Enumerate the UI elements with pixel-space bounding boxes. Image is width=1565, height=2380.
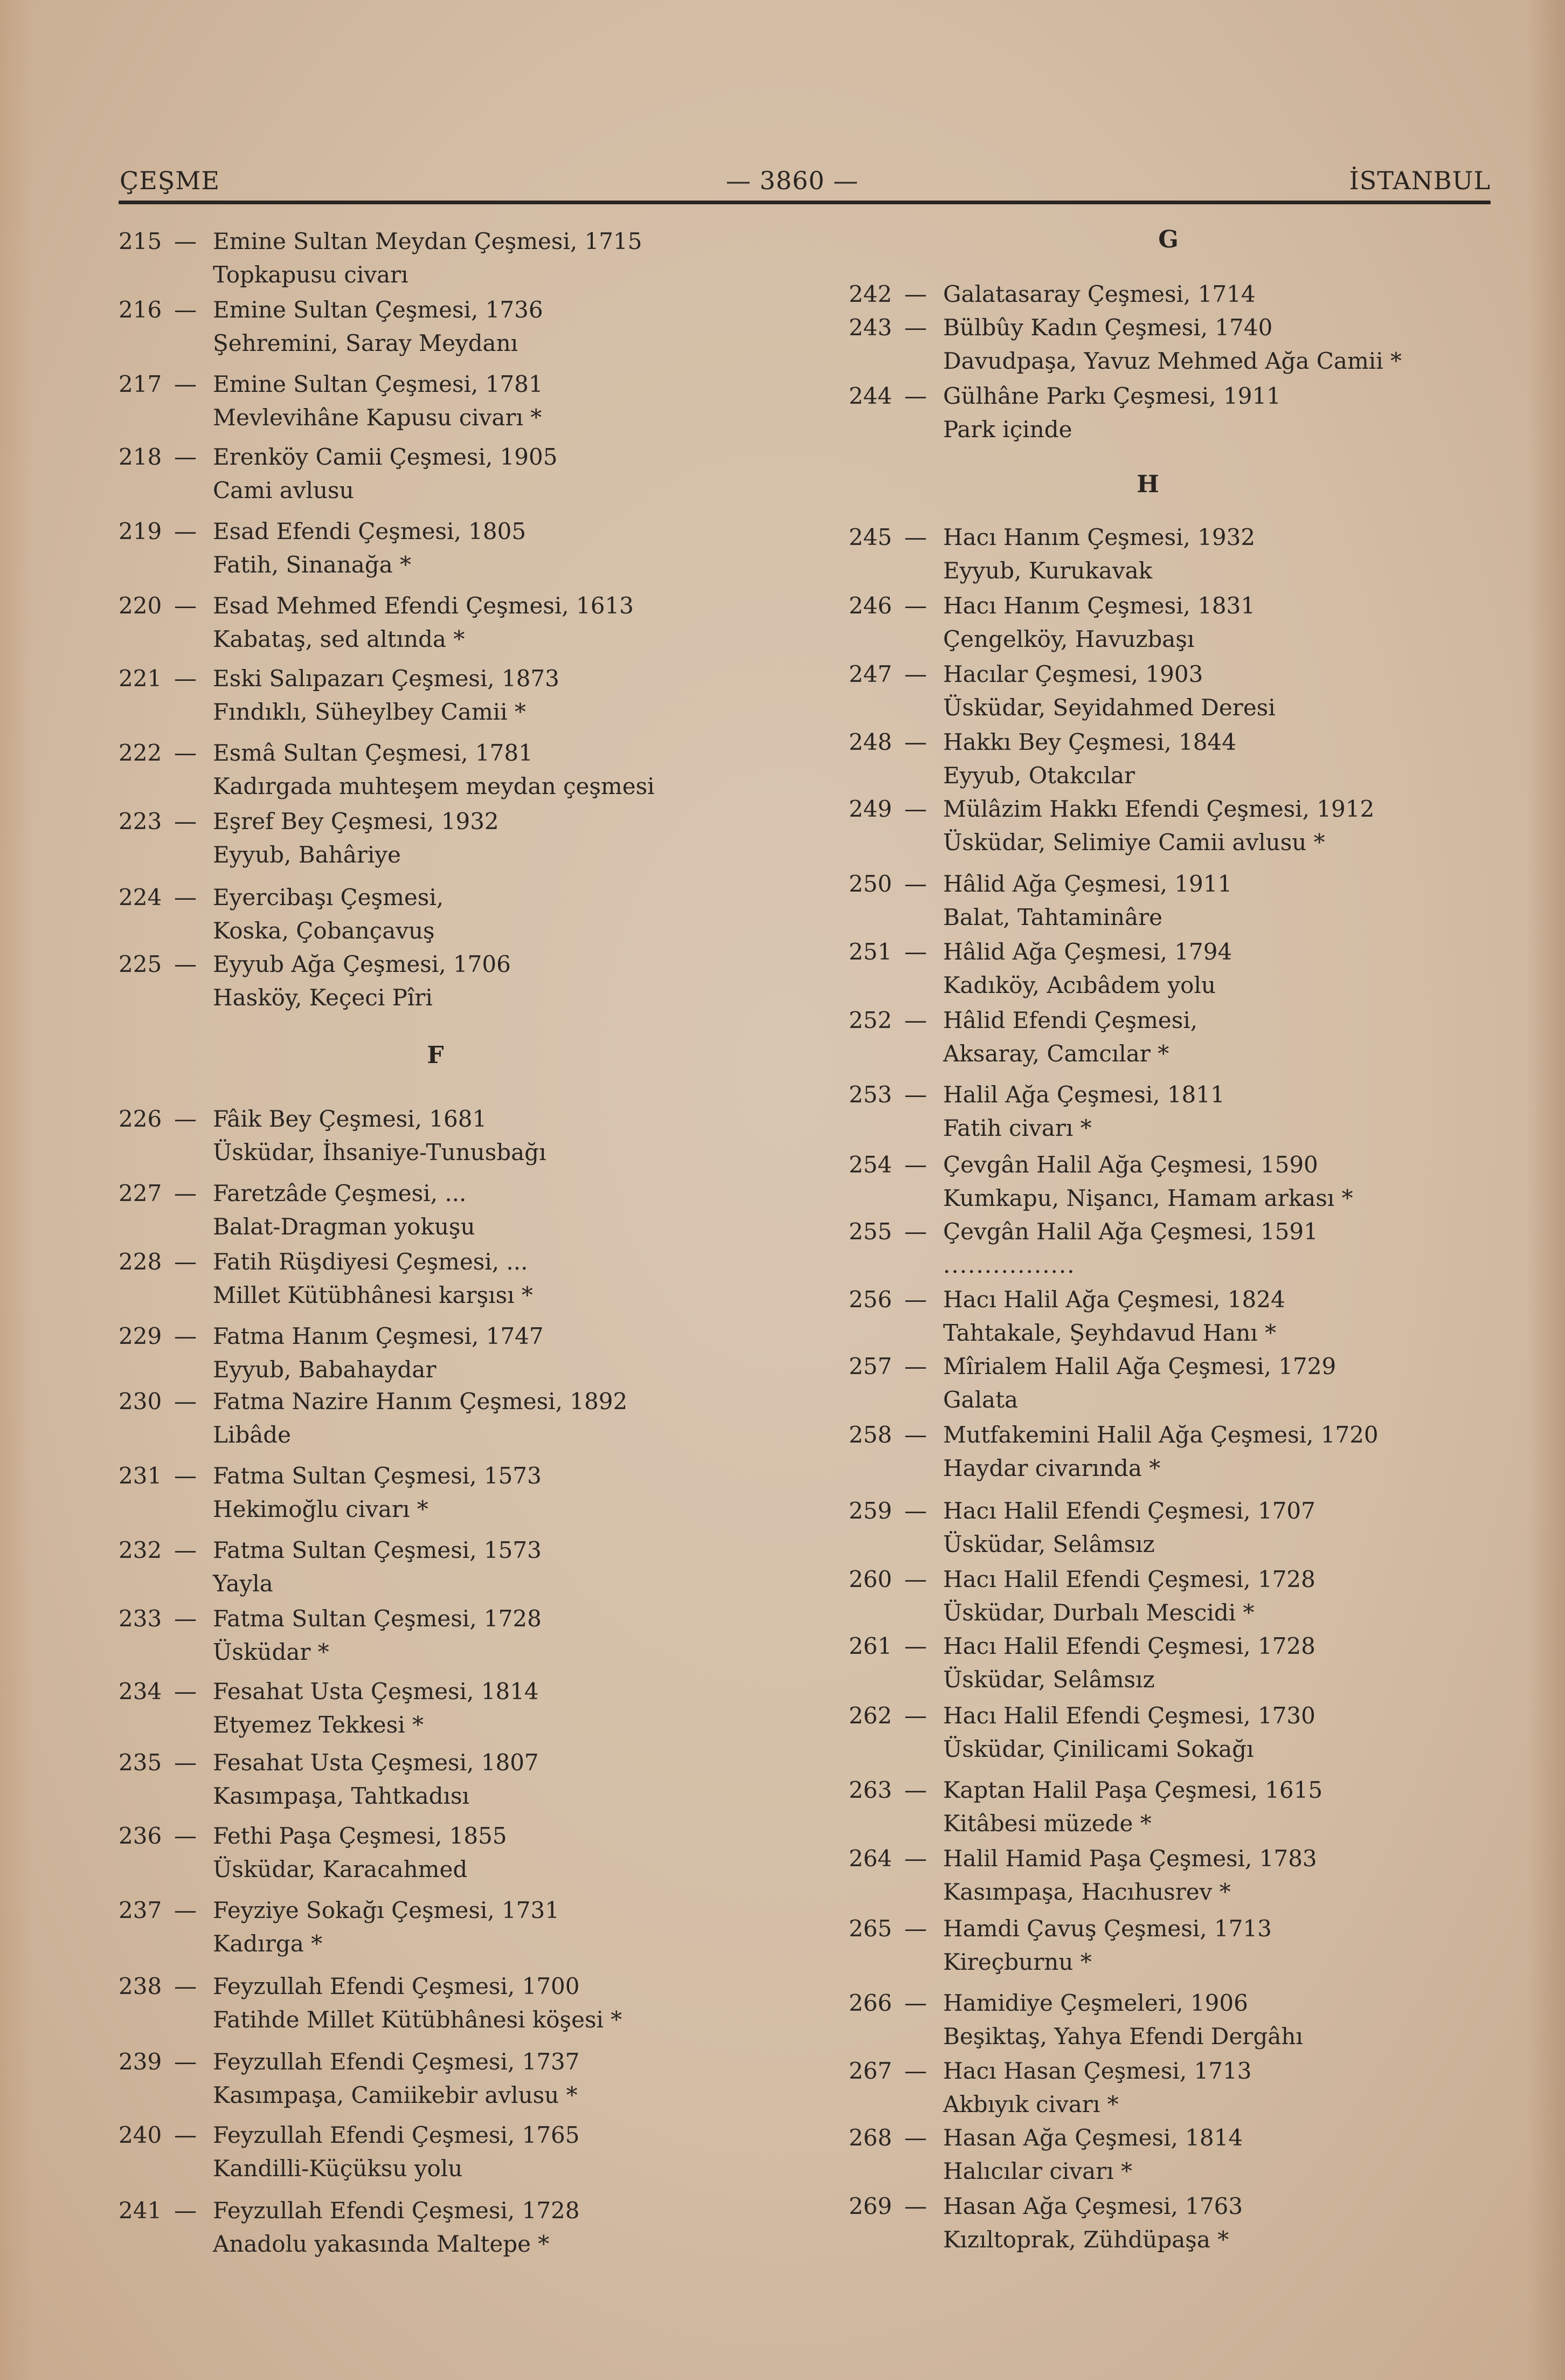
entry-location: Koska, Çobançavuş xyxy=(213,917,435,944)
entry-dash: — xyxy=(174,1248,197,1275)
entry-location: Anadolu yakasında Maltepe * xyxy=(213,2231,550,2257)
entry-title: Hacı Halil Efendi Çeşmesi, 1730 xyxy=(943,1702,1315,1729)
entry-dash: — xyxy=(904,1845,927,1872)
entry-dash: — xyxy=(904,524,927,550)
entry-number: 260 xyxy=(849,1566,892,1592)
entry-dash: — xyxy=(174,1180,197,1206)
entry-title: Mutfakemini Halil Ağa Çeşmesi, 1720 xyxy=(943,1422,1379,1448)
entry-location: Mevlevihâne Kapusu civarı * xyxy=(213,404,542,431)
entry-dash: — xyxy=(174,951,197,977)
entry-location: Hekimoğlu civarı * xyxy=(213,1496,428,1522)
entry-number: 235 xyxy=(119,1749,162,1776)
entry-title: Hakkı Bey Çeşmesi, 1844 xyxy=(943,729,1236,755)
entry-location: Kireçburnu * xyxy=(943,1949,1092,1975)
entry-title: Hacı Halil Ağa Çeşmesi, 1824 xyxy=(943,1286,1285,1313)
entry-location: Kadırga * xyxy=(213,1930,323,1957)
entry-number: 241 xyxy=(119,2197,162,2224)
entry-location: Haydar civarında * xyxy=(943,1455,1161,1481)
entry-location: Fatih, Sinanağa * xyxy=(213,551,412,578)
entry-title: Feyzullah Efendi Çeşmesi, 1737 xyxy=(213,2048,580,2075)
entry-number: 252 xyxy=(849,1007,892,1033)
entry-location: Balat-Dragman yokuşu xyxy=(213,1213,475,1240)
entry-number: 248 xyxy=(849,729,892,755)
entry-location: Kadırgada muhteşem meydan çeşmesi xyxy=(213,773,655,799)
entry-location: Üsküdar, Selâmsız xyxy=(943,1531,1155,1557)
entry-number: 237 xyxy=(119,1897,162,1923)
entry-location: Kızıltoprak, Zühdüpaşa * xyxy=(943,2226,1229,2253)
entry-dash: — xyxy=(904,1007,927,1033)
header-rule xyxy=(119,201,1491,204)
entry-location: Kandilli-Küçüksu yolu xyxy=(213,2155,463,2182)
entry-number: 231 xyxy=(119,1463,162,1489)
entry-number: 263 xyxy=(849,1777,892,1803)
entry-number: 251 xyxy=(849,939,892,965)
entry-title: Gülhâne Parkı Çeşmesi, 1911 xyxy=(943,383,1281,409)
entry-title: Emine Sultan Meydan Çeşmesi, 1715 xyxy=(213,228,642,254)
entry-location: Eyyub, Otakcılar xyxy=(943,762,1135,789)
entry-dash: — xyxy=(904,796,927,822)
entry-dash: — xyxy=(904,1990,927,2016)
entry-title: Hamdi Çavuş Çeşmesi, 1713 xyxy=(943,1915,1272,1942)
entry-number: 229 xyxy=(119,1323,162,1349)
entry-number: 217 xyxy=(119,371,162,397)
page-edge-shadow-right xyxy=(1527,0,1565,2380)
entry-dash: — xyxy=(174,740,197,766)
entry-dash: — xyxy=(904,1422,927,1448)
entry-number: 234 xyxy=(119,1678,162,1705)
entry-number: 244 xyxy=(849,383,892,409)
entry-location: Üsküdar * xyxy=(213,1639,329,1665)
entry-dash: — xyxy=(174,665,197,692)
entry-number: 258 xyxy=(849,1422,892,1448)
page-edge-shadow-left xyxy=(0,0,32,2380)
entry-location: Kabataş, sed altında * xyxy=(213,626,465,652)
entry-location: Üsküdar, Selimiye Camii avlusu * xyxy=(943,829,1325,856)
entry-dash: — xyxy=(174,808,197,834)
entry-title: Eski Salıpazarı Çeşmesi, 1873 xyxy=(213,665,559,692)
entry-dash: — xyxy=(904,1353,927,1379)
entry-number: 238 xyxy=(119,1973,162,1999)
entry-dash: — xyxy=(174,444,197,470)
entry-title: Fatma Hanım Çeşmesi, 1747 xyxy=(213,1323,544,1349)
entry-dash: — xyxy=(904,1286,927,1313)
entry-location: Şehremini, Saray Meydanı xyxy=(213,330,518,356)
entry-title: Erenköy Camii Çeşmesi, 1905 xyxy=(213,444,558,470)
entry-title: Fatma Sultan Çeşmesi, 1573 xyxy=(213,1463,542,1489)
entry-title: Hacı Halil Efendi Çeşmesi, 1728 xyxy=(943,1566,1315,1592)
entry-dash: — xyxy=(174,518,197,544)
entry-title: Faretzâde Çeşmesi, ... xyxy=(213,1180,467,1206)
section-letter-h: H xyxy=(1137,471,1159,498)
entry-dash: — xyxy=(904,1633,927,1659)
entry-dash: — xyxy=(174,592,197,619)
entry-dash: — xyxy=(904,661,927,687)
entry-dash: — xyxy=(174,1605,197,1632)
entry-dash: — xyxy=(904,729,927,755)
entry-dash: — xyxy=(174,1106,197,1132)
entry-title: Fatma Sultan Çeşmesi, 1573 xyxy=(213,1537,542,1563)
entry-dash: — xyxy=(904,592,927,619)
entry-number: 240 xyxy=(119,2122,162,2148)
entry-title: Fesahat Usta Çeşmesi, 1807 xyxy=(213,1749,539,1776)
entry-title: Esad Mehmed Efendi Çeşmesi, 1613 xyxy=(213,592,634,619)
entry-dash: — xyxy=(174,1749,197,1776)
entry-location: Cami avlusu xyxy=(213,477,354,503)
entry-location: Eyyub, Bahâriye xyxy=(213,841,401,868)
entry-number: 250 xyxy=(849,871,892,897)
entry-number: 243 xyxy=(849,314,892,341)
entry-dash: — xyxy=(174,1823,197,1849)
entry-title: Feyziye Sokağı Çeşmesi, 1731 xyxy=(213,1897,559,1923)
entry-number: 256 xyxy=(849,1286,892,1313)
entry-location: Üsküdar, Çinilicami Sokağı xyxy=(943,1736,1254,1762)
entry-title: Eyyub Ağa Çeşmesi, 1706 xyxy=(213,951,511,977)
entry-location-ellipsis: ................ xyxy=(943,1252,1076,1278)
entry-number: 215 xyxy=(119,228,162,254)
entry-dash: — xyxy=(904,281,927,307)
entry-title: Fesahat Usta Çeşmesi, 1814 xyxy=(213,1678,539,1705)
entry-dash: — xyxy=(174,884,197,910)
entry-title: Bülbûy Kadın Çeşmesi, 1740 xyxy=(943,314,1273,341)
entry-number: 245 xyxy=(849,524,892,550)
entry-location: Kasımpaşa, Camiikebir avlusu * xyxy=(213,2082,578,2108)
entry-number: 228 xyxy=(119,1248,162,1275)
entry-location: Kasımpaşa, Hacıhusrev * xyxy=(943,1879,1231,1905)
entry-title: Eşref Bey Çeşmesi, 1932 xyxy=(213,808,499,834)
entry-number: 266 xyxy=(849,1990,892,2016)
entry-dash: — xyxy=(904,1915,927,1942)
entry-title: Emine Sultan Çeşmesi, 1736 xyxy=(213,296,543,323)
entry-dash: — xyxy=(904,2193,927,2219)
entry-title: Hacı Halil Efendi Çeşmesi, 1728 xyxy=(943,1633,1315,1659)
entry-title: Mülâzim Hakkı Efendi Çeşmesi, 1912 xyxy=(943,796,1375,822)
entry-dash: — xyxy=(174,371,197,397)
section-letter-f: F xyxy=(427,1041,444,1069)
entry-location: Kitâbesi müzede * xyxy=(943,1810,1152,1837)
entry-title: Fatma Sultan Çeşmesi, 1728 xyxy=(213,1605,542,1632)
entry-title: Hacı Halil Efendi Çeşmesi, 1707 xyxy=(943,1498,1315,1524)
page-number: — 3860 — xyxy=(725,166,859,195)
running-header-section: ÇEŞME xyxy=(120,166,220,195)
entry-dash: — xyxy=(174,296,197,323)
entry-title: Çevgân Halil Ağa Çeşmesi, 1590 xyxy=(943,1151,1318,1178)
entry-title: Hâlid Efendi Çeşmesi, xyxy=(943,1007,1198,1033)
entry-location: Tahtakale, Şeyhdavud Hanı * xyxy=(943,1320,1277,1346)
entry-location: Millet Kütübhânesi karşısı * xyxy=(213,1282,533,1308)
entry-title: Çevgân Halil Ağa Çeşmesi, 1591 xyxy=(943,1218,1318,1245)
entry-location: Galata xyxy=(943,1386,1018,1413)
entry-location: Üsküdar, Selâmsız xyxy=(943,1666,1155,1693)
entry-location: Libâde xyxy=(213,1422,291,1448)
entry-title: Esad Efendi Çeşmesi, 1805 xyxy=(213,518,527,544)
entry-number: 249 xyxy=(849,796,892,822)
running-header-city: İSTANBUL xyxy=(1349,166,1491,195)
entry-title: Hâlid Ağa Çeşmesi, 1911 xyxy=(943,871,1232,897)
entry-number: 269 xyxy=(849,2193,892,2219)
entry-title: Fatih Rüşdiyesi Çeşmesi, ... xyxy=(213,1248,528,1275)
entry-location: Hasköy, Keçeci Pîri xyxy=(213,984,433,1011)
entry-location: Topkapusu civarı xyxy=(213,261,408,288)
entry-dash: — xyxy=(174,1678,197,1705)
entry-number: 223 xyxy=(119,808,162,834)
entry-title: Halil Hamid Paşa Çeşmesi, 1783 xyxy=(943,1845,1317,1872)
entry-title: Hasan Ağa Çeşmesi, 1763 xyxy=(943,2193,1243,2219)
entry-location: Üsküdar, Karacahmed xyxy=(213,1856,468,1882)
entry-dash: — xyxy=(904,314,927,341)
entry-dash: — xyxy=(174,1463,197,1489)
entry-title: Mîrialem Halil Ağa Çeşmesi, 1729 xyxy=(943,1353,1337,1379)
entry-dash: — xyxy=(904,1777,927,1803)
entry-title: Feyzullah Efendi Çeşmesi, 1700 xyxy=(213,1973,580,1999)
entry-number: 242 xyxy=(849,281,892,307)
entry-title: Hasan Ağa Çeşmesi, 1814 xyxy=(943,2124,1243,2151)
entry-number: 261 xyxy=(849,1633,892,1659)
entry-title: Fatma Nazire Hanım Çeşmesi, 1892 xyxy=(213,1388,628,1415)
entry-location: Halıcılar civarı * xyxy=(943,2158,1132,2184)
entry-dash: — xyxy=(904,1081,927,1108)
entry-number: 236 xyxy=(119,1823,162,1849)
entry-number: 253 xyxy=(849,1081,892,1108)
entry-location: Akbıyık civarı * xyxy=(943,2091,1119,2117)
entry-title: Hacı Hanım Çeşmesi, 1831 xyxy=(943,592,1256,619)
entry-number: 222 xyxy=(119,740,162,766)
entry-location: Eyyub, Kurukavak xyxy=(943,557,1153,584)
entry-title: Emine Sultan Çeşmesi, 1781 xyxy=(213,371,543,397)
entry-location: Üsküdar, İhsaniye-Tunusbağı xyxy=(213,1139,546,1165)
entry-title: Hacılar Çeşmesi, 1903 xyxy=(943,661,1203,687)
entry-location: Davudpaşa, Yavuz Mehmed Ağa Camii * xyxy=(943,348,1402,374)
entry-dash: — xyxy=(174,1537,197,1563)
entry-number: 227 xyxy=(119,1180,162,1206)
entry-dash: — xyxy=(904,871,927,897)
entry-number: 264 xyxy=(849,1845,892,1872)
entry-dash: — xyxy=(904,939,927,965)
entry-title: Fethi Paşa Çeşmesi, 1855 xyxy=(213,1823,507,1849)
entry-number: 257 xyxy=(849,1353,892,1379)
entry-location: Eyyub, Babahaydar xyxy=(213,1356,437,1383)
entry-title: Hacı Hanım Çeşmesi, 1932 xyxy=(943,524,1256,550)
entry-dash: — xyxy=(174,1388,197,1415)
entry-number: 220 xyxy=(119,592,162,619)
entry-location: Balat, Tahtaminâre xyxy=(943,904,1162,930)
entry-title: Esmâ Sultan Çeşmesi, 1781 xyxy=(213,740,533,766)
entry-number: 216 xyxy=(119,296,162,323)
entry-number: 246 xyxy=(849,592,892,619)
entry-number: 221 xyxy=(119,665,162,692)
entry-number: 233 xyxy=(119,1605,162,1632)
entry-number: 224 xyxy=(119,884,162,910)
entry-dash: — xyxy=(174,2197,197,2224)
entry-title: Kaptan Halil Paşa Çeşmesi, 1615 xyxy=(943,1777,1323,1803)
entry-location: Kasımpaşa, Tahtkadısı xyxy=(213,1783,469,1809)
entry-title: Eyercibaşı Çeşmesi, xyxy=(213,884,444,910)
entry-number: 232 xyxy=(119,1537,162,1563)
entry-dash: — xyxy=(904,1218,927,1245)
section-letter-g: G xyxy=(1158,226,1179,253)
entry-title: Fâik Bey Çeşmesi, 1681 xyxy=(213,1106,487,1132)
entry-location: Kadıköy, Acıbâdem yolu xyxy=(943,972,1216,998)
entry-dash: — xyxy=(904,2124,927,2151)
entry-number: 226 xyxy=(119,1106,162,1132)
entry-number: 268 xyxy=(849,2124,892,2151)
entry-title: Feyzullah Efendi Çeşmesi, 1728 xyxy=(213,2197,580,2224)
entry-dash: — xyxy=(904,1566,927,1592)
entry-location: Kumkapu, Nişancı, Hamam arkası * xyxy=(943,1185,1353,1211)
entry-dash: — xyxy=(174,2048,197,2075)
entry-number: 262 xyxy=(849,1702,892,1729)
entry-location: Üsküdar, Durbalı Mescidi * xyxy=(943,1599,1255,1626)
entry-number: 259 xyxy=(849,1498,892,1524)
entry-location: Park içinde xyxy=(943,416,1072,443)
entry-dash: — xyxy=(174,228,197,254)
entry-number: 219 xyxy=(119,518,162,544)
entry-dash: — xyxy=(904,383,927,409)
entry-dash: — xyxy=(174,2122,197,2148)
entry-number: 218 xyxy=(119,444,162,470)
entry-number: 255 xyxy=(849,1218,892,1245)
entry-number: 225 xyxy=(119,951,162,977)
entry-number: 265 xyxy=(849,1915,892,1942)
entry-title: Galatasaray Çeşmesi, 1714 xyxy=(943,281,1256,307)
entry-title: Feyzullah Efendi Çeşmesi, 1765 xyxy=(213,2122,580,2148)
entry-location: Beşiktaş, Yahya Efendi Dergâhı xyxy=(943,2023,1303,2050)
entry-number: 254 xyxy=(849,1151,892,1178)
entry-location: Yayla xyxy=(213,1570,273,1597)
entry-title: Halil Ağa Çeşmesi, 1811 xyxy=(943,1081,1225,1108)
entry-dash: — xyxy=(174,1897,197,1923)
entry-title: Hâlid Ağa Çeşmesi, 1794 xyxy=(943,939,1232,965)
entry-location: Etyemez Tekkesi * xyxy=(213,1712,424,1738)
entry-number: 247 xyxy=(849,661,892,687)
entry-title: Hamidiye Çeşmeleri, 1906 xyxy=(943,1990,1248,2016)
entry-location: Üsküdar, Seyidahmed Deresi xyxy=(943,694,1276,721)
entry-dash: — xyxy=(904,2058,927,2084)
entry-location: Çengelköy, Havuzbaşı xyxy=(943,626,1195,652)
entry-number: 230 xyxy=(119,1388,162,1415)
entry-location: Fatih civarı * xyxy=(943,1115,1092,1141)
entry-title: Hacı Hasan Çeşmesi, 1713 xyxy=(943,2058,1252,2084)
entry-dash: — xyxy=(904,1151,927,1178)
entry-dash: — xyxy=(904,1498,927,1524)
entry-dash: — xyxy=(174,1323,197,1349)
entry-dash: — xyxy=(904,1702,927,1729)
entry-location: Fındıklı, Süheylbey Camii * xyxy=(213,699,526,725)
entry-dash: — xyxy=(174,1973,197,1999)
entry-number: 239 xyxy=(119,2048,162,2075)
entry-location: Fatihde Millet Kütübhânesi köşesi * xyxy=(213,2006,622,2033)
entry-location: Aksaray, Camcılar * xyxy=(943,1040,1169,1067)
entry-number: 267 xyxy=(849,2058,892,2084)
